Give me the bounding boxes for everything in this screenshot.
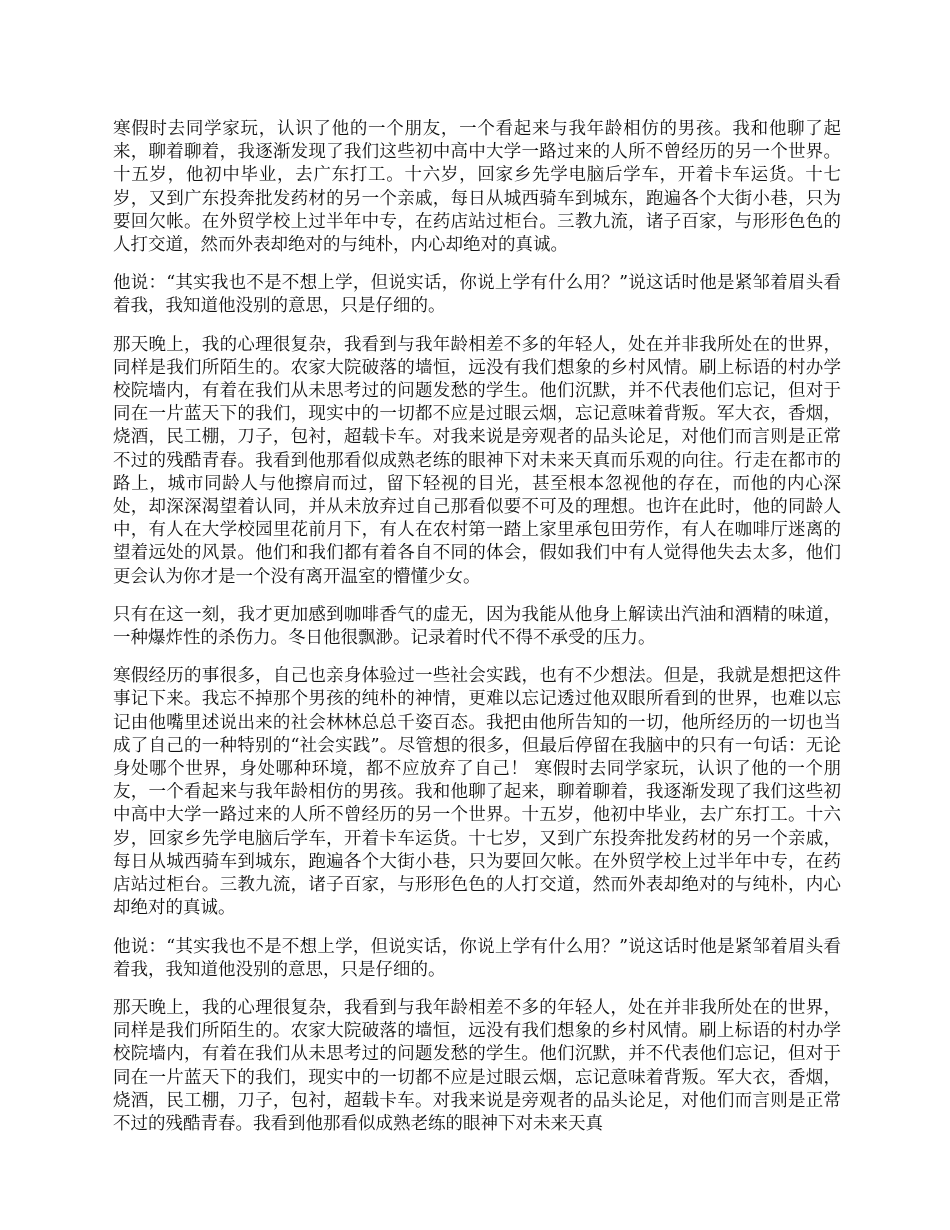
paragraph-7: 那天晚上，我的心理很复杂，我看到与我年龄相差不多的年轻人，处在并非我所处在的世界，同样是我们所陌生的。农家大院破落的墙恒，远没有我们想象的乡村风情。刷上标语的村办学校院墙内，有着在我们从未思考过的问题发愁的学生。他们沉默，并不代表他们忘记，但对于同在一片蓝天下的我们，现实中的一切都不应是过眼云烟，忘记意味着背叛。军大衣，香烟，烧酒，民工棚，刀子，包衬，超载卡车。对我来说是旁观者的品头论足，对他们而言则是正常不过的残酷青春。我看到他那看似成熟老练的眼神下对未来天真 (113, 997, 841, 1134)
paragraph-3: 那天晚上，我的心理很复杂，我看到与我年龄相差不多的年轻人，处在并非我所处在的世界，同样是我们所陌生的。农家大院破落的墙恒，远没有我们想象的乡村风情。刷上标语的村办学校院墙内，有着在我们从未思考过的问题发愁的学生。他们沉默，并不代表他们忘记，但对于同在一片蓝天下的我们，现实中的一切都不应是过眼云烟，忘记意味着背叛。军大衣，香烟，烧酒，民工棚，刀子，包衬，超载卡车。对我来说是旁观者的品头论足，对他们而言则是正常不过的残酷青春。我看到他那看似成熟老练的眼神下对未来天真而乐观的向往。行走在都市的路上，城市同龄人与他擦肩而过，留下轻视的目光，甚至根本忽视他的存在，而他的内心深处，却深深渴望着认同，并从未放弃过自己那看似要不可及的理想。也许在此时，他的同龄人中，有人在大学校园里花前月下，有人在农村第一踏上家里承包田劳作，有人在咖啡厅迷离的望着远处的风景。他们和我们都有着各自不同的体会，假如我们中有人觉得他失去太多，他们更会认为你才是一个没有离开温室的懵懂少女。 (113, 334, 841, 587)
paragraph-2: 他说：“其实我也不是不想上学，但说实话，你说上学有什么用？”说这话时他是紧邹着眉头看着我，我知道他没别的意思，只是仔细的。 (113, 273, 841, 317)
document-body (113, 118, 841, 1151)
paragraph-5: 寒假经历的事很多，自己也亲身体验过一些社会实践，也有不少想法。但是，我就是想把这件事记下来。我忘不掉那个男孩的纯朴的神情，更难以忘记透过他双眼所看到的世界，也难以忘记由他嘴里述说出来的社会林林总总千姿百态。我把由他所告知的一切，他所经历的一切也当成了自己的一种特别的“社会实践”。尽管想的很多，但最后停留在我脑中的只有一句话：无论身处哪个世界，身处哪种环境，都不应放弃了自己！ 寒假时去同学家玩，认识了他的一个朋友，一个看起来与我年龄相仿的男孩。我和他聊了起来，聊着聊着，我逐渐发现了我们这些初中高中大学一路过来的人所不曾经历的另一个世界。十五岁，他初中毕业，去广东打工。十六岁，回家乡先学电脑后学车，开着卡车运货。十七岁，又到广东投奔批发药材的另一个亲戚，每日从城西骑车到城东，跑遍各个大街小巷，只为要回欠帐。在外贸学校上过半年中专，在药店站过柜台。三教九流，诸子百家，与形形色色的人打交道，然而外表却绝对的与纯朴，内心却绝对的真诚。 (113, 666, 841, 919)
paragraph-6: 他说：“其实我也不是不想上学，但说实话，你说上学有什么用？”说这话时他是紧邹着眉头看着我，我知道他没别的意思，只是仔细的。 (113, 936, 841, 980)
paragraph-4: 只有在这一刻，我才更加感到咖啡香气的虚无，因为我能从他身上解读出汽油和酒精的味道，一种爆炸性的杀伤力。冬日他很飘渺。记录着时代不得不承受的压力。 (113, 604, 841, 649)
paragraph-1: 寒假时去同学家玩，认识了他的一个朋友，一个看起来与我年龄相仿的男孩。我和他聊了起来，聊着聊着，我逐渐发现了我们这些初中高中大学一路过来的人所不曾经历的另一个世界。十五岁，他初中毕业，去广东打工。十六岁，回家乡先学电脑后学车，开着卡车运货。十七岁，又到广东投奔批发药材的另一个亲戚，每日从城西骑车到城东，跑遍各个大街小巷，只为要回欠帐。在外贸学校上过半年中专，在药店站过柜台。三教九流，诸子百家，与形形色色的人打交道，然而外表却绝对的与纯朴，内心却绝对的真诚。 (113, 119, 841, 256)
